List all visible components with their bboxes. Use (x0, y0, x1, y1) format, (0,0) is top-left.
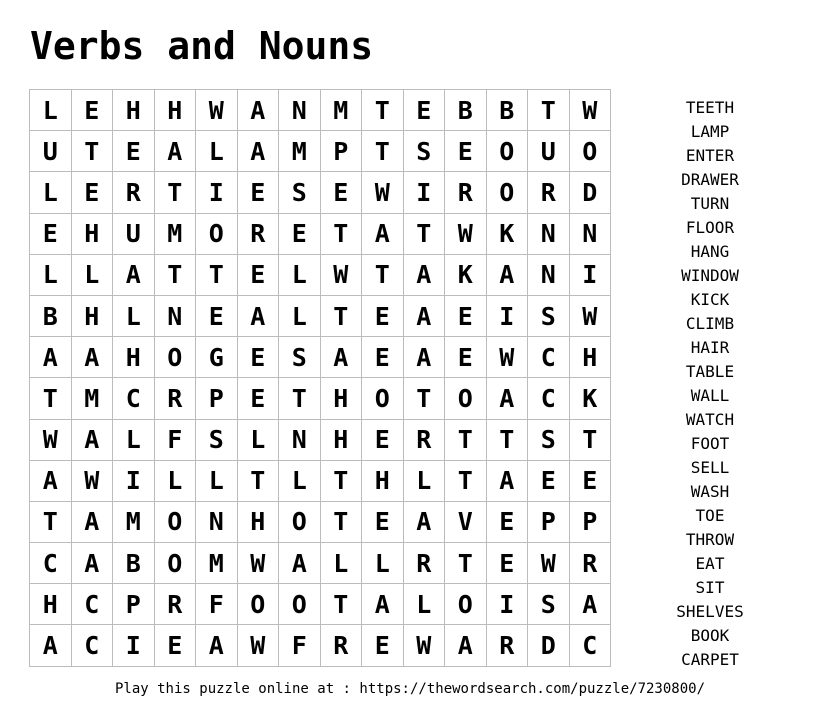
grid-cell[interactable]: E (238, 378, 280, 419)
word-list-item: TOE (695, 506, 725, 525)
grid-cell[interactable]: A (238, 90, 280, 131)
grid-cell[interactable]: A (362, 584, 404, 625)
grid-cell[interactable]: O (487, 131, 529, 172)
grid-cell[interactable]: O (196, 214, 238, 255)
grid-cell[interactable]: W (238, 543, 280, 584)
grid-cell[interactable]: E (238, 337, 280, 378)
word-list (640, 96, 780, 672)
grid-cell[interactable]: F (196, 584, 238, 625)
grid-cell[interactable]: P (570, 502, 612, 543)
grid-cell[interactable]: T (487, 420, 529, 461)
grid-cell[interactable]: H (362, 461, 404, 502)
grid-cell[interactable]: T (404, 378, 446, 419)
word-list-item: TABLE (685, 362, 735, 381)
word-list-item: BOOK (690, 626, 730, 645)
grid-cell[interactable]: W (570, 296, 612, 337)
grid-cell[interactable]: C (72, 584, 114, 625)
grid-cell[interactable]: P (321, 131, 363, 172)
grid-cell[interactable]: K (487, 214, 529, 255)
grid-cell[interactable]: H (72, 214, 114, 255)
grid-cell[interactable]: A (404, 255, 446, 296)
grid-cell[interactable]: H (155, 90, 197, 131)
word-list-item: WALL (690, 386, 730, 405)
grid-cell[interactable]: D (570, 172, 612, 213)
grid-cell[interactable]: H (570, 337, 612, 378)
grid-cell[interactable]: L (30, 90, 72, 131)
grid-cell[interactable]: N (155, 296, 197, 337)
word-list-item: HANG (690, 242, 730, 261)
grid-cell[interactable]: L (196, 131, 238, 172)
grid-cell[interactable]: T (362, 255, 404, 296)
grid-cell[interactable]: K (570, 378, 612, 419)
word-list-item: FOOT (690, 434, 730, 453)
grid-cell[interactable]: S (528, 584, 570, 625)
grid-cell[interactable]: R (445, 172, 487, 213)
grid-cell[interactable]: T (279, 378, 321, 419)
grid-cell[interactable]: C (570, 625, 612, 666)
grid-cell[interactable]: W (570, 90, 612, 131)
grid-cell[interactable]: E (528, 461, 570, 502)
word-list-item: WASH (690, 482, 730, 501)
grid-cell[interactable]: R (487, 625, 529, 666)
grid-cell[interactable]: R (113, 172, 155, 213)
grid-cell[interactable]: L (279, 255, 321, 296)
grid-cell[interactable]: W (30, 420, 72, 461)
grid-cell[interactable]: L (404, 584, 446, 625)
grid-cell[interactable]: L (113, 420, 155, 461)
grid-cell[interactable]: L (279, 461, 321, 502)
grid-cell[interactable]: V (445, 502, 487, 543)
word-list-item: SHELVES (676, 602, 744, 621)
word-list-item: WINDOW (681, 266, 739, 285)
grid-cell[interactable]: E (321, 172, 363, 213)
grid-cell[interactable]: A (72, 337, 114, 378)
grid-cell[interactable]: T (362, 131, 404, 172)
puzzle-title: Verbs and Nouns (30, 24, 374, 68)
grid-cell[interactable]: O (445, 378, 487, 419)
grid-cell[interactable]: A (404, 502, 446, 543)
grid-cell[interactable]: O (155, 543, 197, 584)
grid-cell[interactable]: L (113, 296, 155, 337)
word-list-item: TURN (690, 194, 730, 213)
grid-cell[interactable]: A (113, 255, 155, 296)
grid-cell[interactable]: P (528, 502, 570, 543)
grid-cell[interactable]: C (30, 543, 72, 584)
grid-cell[interactable]: F (279, 625, 321, 666)
grid-cell[interactable]: O (445, 584, 487, 625)
word-list-item: HAIR (690, 338, 730, 357)
grid-cell[interactable]: W (528, 543, 570, 584)
grid-cell[interactable]: B (487, 90, 529, 131)
grid-cell[interactable]: A (487, 378, 529, 419)
grid-cell[interactable]: H (72, 296, 114, 337)
grid-cell[interactable]: U (30, 131, 72, 172)
grid-cell[interactable]: A (238, 131, 280, 172)
grid-cell[interactable]: C (113, 378, 155, 419)
grid-cell[interactable]: M (155, 214, 197, 255)
grid-cell[interactable]: H (30, 584, 72, 625)
grid-cell[interactable]: A (404, 337, 446, 378)
grid-cell[interactable]: T (72, 131, 114, 172)
grid-cell[interactable]: E (155, 625, 197, 666)
grid-cell[interactable]: L (321, 543, 363, 584)
grid-cell[interactable]: T (321, 461, 363, 502)
grid-cell[interactable]: T (155, 255, 197, 296)
grid-cell[interactable]: A (72, 543, 114, 584)
word-list-item: THROW (685, 530, 735, 549)
grid-cell[interactable]: B (445, 90, 487, 131)
grid-cell[interactable]: G (196, 337, 238, 378)
word-list-item: EAT (695, 554, 725, 573)
grid-cell[interactable]: E (196, 296, 238, 337)
grid-cell[interactable]: W (321, 255, 363, 296)
grid-cell[interactable]: L (30, 172, 72, 213)
grid-cell[interactable]: L (196, 461, 238, 502)
grid-cell[interactable]: M (321, 90, 363, 131)
grid-cell[interactable]: E (30, 214, 72, 255)
grid-cell[interactable]: C (528, 337, 570, 378)
grid-cell[interactable]: U (528, 131, 570, 172)
grid-cell[interactable]: E (570, 461, 612, 502)
grid-cell[interactable]: A (362, 214, 404, 255)
grid-cell[interactable]: E (404, 90, 446, 131)
grid-cell[interactable]: T (321, 584, 363, 625)
grid-cell[interactable]: W (72, 461, 114, 502)
grid-cell[interactable]: L (30, 255, 72, 296)
grid-cell[interactable]: O (155, 337, 197, 378)
grid-cell[interactable]: T (30, 502, 72, 543)
grid-cell[interactable]: L (362, 543, 404, 584)
grid-cell[interactable]: S (196, 420, 238, 461)
grid-cell[interactable]: O (155, 502, 197, 543)
grid-cell[interactable]: W (238, 625, 280, 666)
grid-cell[interactable]: H (113, 337, 155, 378)
grid-cell[interactable]: R (404, 420, 446, 461)
grid-cell[interactable]: T (362, 90, 404, 131)
grid-cell[interactable]: I (487, 584, 529, 625)
grid-cell[interactable]: T (321, 214, 363, 255)
grid-cell[interactable]: K (445, 255, 487, 296)
grid-cell[interactable]: A (445, 625, 487, 666)
grid-cell[interactable]: M (196, 543, 238, 584)
grid-cell[interactable]: I (113, 461, 155, 502)
word-list-item: SIT (695, 578, 725, 597)
word-list-item: DRAWER (681, 170, 739, 189)
grid-cell[interactable]: L (404, 461, 446, 502)
grid-cell[interactable]: H (321, 420, 363, 461)
grid-cell[interactable]: R (528, 172, 570, 213)
word-list-item: CLIMB (685, 314, 735, 333)
grid-cell[interactable]: H (321, 378, 363, 419)
grid-cell[interactable]: E (362, 296, 404, 337)
grid-cell[interactable]: A (155, 131, 197, 172)
grid-cell[interactable]: E (362, 502, 404, 543)
grid-cell[interactable]: P (113, 584, 155, 625)
grid-cell[interactable]: B (30, 296, 72, 337)
grid-cell[interactable]: E (72, 90, 114, 131)
grid-cell[interactable]: R (155, 378, 197, 419)
grid-cell[interactable]: N (528, 255, 570, 296)
grid-cell[interactable]: E (72, 172, 114, 213)
grid-cell[interactable]: A (238, 296, 280, 337)
grid-cell[interactable]: I (570, 255, 612, 296)
grid-cell[interactable]: L (72, 255, 114, 296)
grid-cell[interactable]: H (238, 502, 280, 543)
grid-cell[interactable]: O (362, 378, 404, 419)
grid-cell[interactable]: S (404, 131, 446, 172)
grid-cell[interactable]: T (445, 420, 487, 461)
grid-cell[interactable]: E (238, 255, 280, 296)
grid-cell[interactable]: N (279, 420, 321, 461)
grid-cell[interactable]: T (196, 255, 238, 296)
grid-cell[interactable]: A (30, 625, 72, 666)
grid-cell[interactable]: P (196, 378, 238, 419)
grid-cell[interactable]: R (321, 625, 363, 666)
grid-cell[interactable]: A (487, 461, 529, 502)
grid-cell[interactable]: T (321, 296, 363, 337)
grid-cell[interactable]: T (570, 420, 612, 461)
grid-cell[interactable]: M (279, 131, 321, 172)
grid-cell[interactable]: A (570, 584, 612, 625)
grid-cell[interactable]: A (72, 420, 114, 461)
grid-cell[interactable]: O (570, 131, 612, 172)
grid-cell[interactable]: I (404, 172, 446, 213)
grid-cell[interactable]: M (72, 378, 114, 419)
grid-cell[interactable]: N (528, 214, 570, 255)
grid-cell[interactable]: L (279, 296, 321, 337)
grid-cell[interactable]: D (528, 625, 570, 666)
letter-grid[interactable] (29, 89, 611, 667)
grid-cell[interactable]: R (238, 214, 280, 255)
word-list-item: WATCH (685, 410, 735, 429)
word-list-item: KICK (690, 290, 730, 309)
grid-cell[interactable]: R (570, 543, 612, 584)
grid-cell[interactable]: H (113, 90, 155, 131)
word-list-item: ENTER (685, 146, 735, 165)
grid-cell[interactable]: E (445, 131, 487, 172)
grid-cell[interactable]: A (404, 296, 446, 337)
grid-cell[interactable]: T (404, 214, 446, 255)
grid-cell[interactable]: I (113, 625, 155, 666)
grid-cell[interactable]: A (72, 502, 114, 543)
grid-cell[interactable]: A (487, 255, 529, 296)
grid-cell[interactable]: T (528, 90, 570, 131)
grid-cell[interactable]: S (279, 337, 321, 378)
grid-cell[interactable]: E (445, 337, 487, 378)
grid-cell[interactable]: O (279, 584, 321, 625)
grid-cell[interactable]: L (238, 420, 280, 461)
grid-cell[interactable]: N (570, 214, 612, 255)
grid-cell[interactable]: E (487, 543, 529, 584)
grid-cell[interactable]: F (155, 420, 197, 461)
grid-cell[interactable]: E (362, 420, 404, 461)
grid-cell[interactable]: E (238, 172, 280, 213)
grid-cell[interactable]: L (155, 461, 197, 502)
word-list-item: LAMP (690, 122, 730, 141)
word-list-item: SELL (690, 458, 730, 477)
grid-cell[interactable]: E (362, 625, 404, 666)
grid-cell[interactable]: R (404, 543, 446, 584)
word-list-item: FLOOR (685, 218, 735, 237)
grid-cell[interactable]: I (487, 296, 529, 337)
grid-cell[interactable]: C (72, 625, 114, 666)
grid-cell[interactable]: M (113, 502, 155, 543)
grid-cell[interactable]: T (445, 543, 487, 584)
grid-cell[interactable]: I (196, 172, 238, 213)
grid-cell[interactable]: E (279, 214, 321, 255)
grid-cell[interactable]: E (487, 502, 529, 543)
grid-cell[interactable]: T (238, 461, 280, 502)
word-list-item: TEETH (685, 98, 735, 117)
grid-cell[interactable]: A (30, 461, 72, 502)
grid-cell[interactable]: O (487, 172, 529, 213)
grid-cell[interactable]: T (155, 172, 197, 213)
grid-cell[interactable]: O (238, 584, 280, 625)
grid-cell[interactable]: R (155, 584, 197, 625)
grid-cell[interactable]: B (113, 543, 155, 584)
grid-cell[interactable]: O (279, 502, 321, 543)
grid-cell[interactable]: T (321, 502, 363, 543)
grid-cell[interactable]: W (362, 172, 404, 213)
grid-cell[interactable]: A (279, 543, 321, 584)
grid-cell[interactable]: E (113, 131, 155, 172)
grid-cell[interactable]: W (445, 214, 487, 255)
word-list-item: CARPET (681, 650, 739, 669)
grid-cell[interactable]: W (487, 337, 529, 378)
grid-cell[interactable]: E (445, 296, 487, 337)
grid-cell[interactable]: S (279, 172, 321, 213)
grid-cell[interactable]: T (445, 461, 487, 502)
grid-cell[interactable]: A (30, 337, 72, 378)
footer-link-text: Play this puzzle online at : https://thewordsearch.com/puzzle/7230800/ (114, 681, 705, 697)
grid-cell[interactable]: N (279, 90, 321, 131)
grid-cell[interactable]: W (196, 90, 238, 131)
grid-cell[interactable]: A (196, 625, 238, 666)
grid-cell[interactable]: W (404, 625, 446, 666)
grid-cell[interactable]: C (528, 378, 570, 419)
grid-cell[interactable]: S (528, 420, 570, 461)
grid-cell[interactable]: N (196, 502, 238, 543)
grid-cell[interactable]: S (528, 296, 570, 337)
grid-cell[interactable]: U (113, 214, 155, 255)
grid-cell[interactable]: T (30, 378, 72, 419)
grid-cell[interactable]: A (321, 337, 363, 378)
grid-cell[interactable]: E (362, 337, 404, 378)
